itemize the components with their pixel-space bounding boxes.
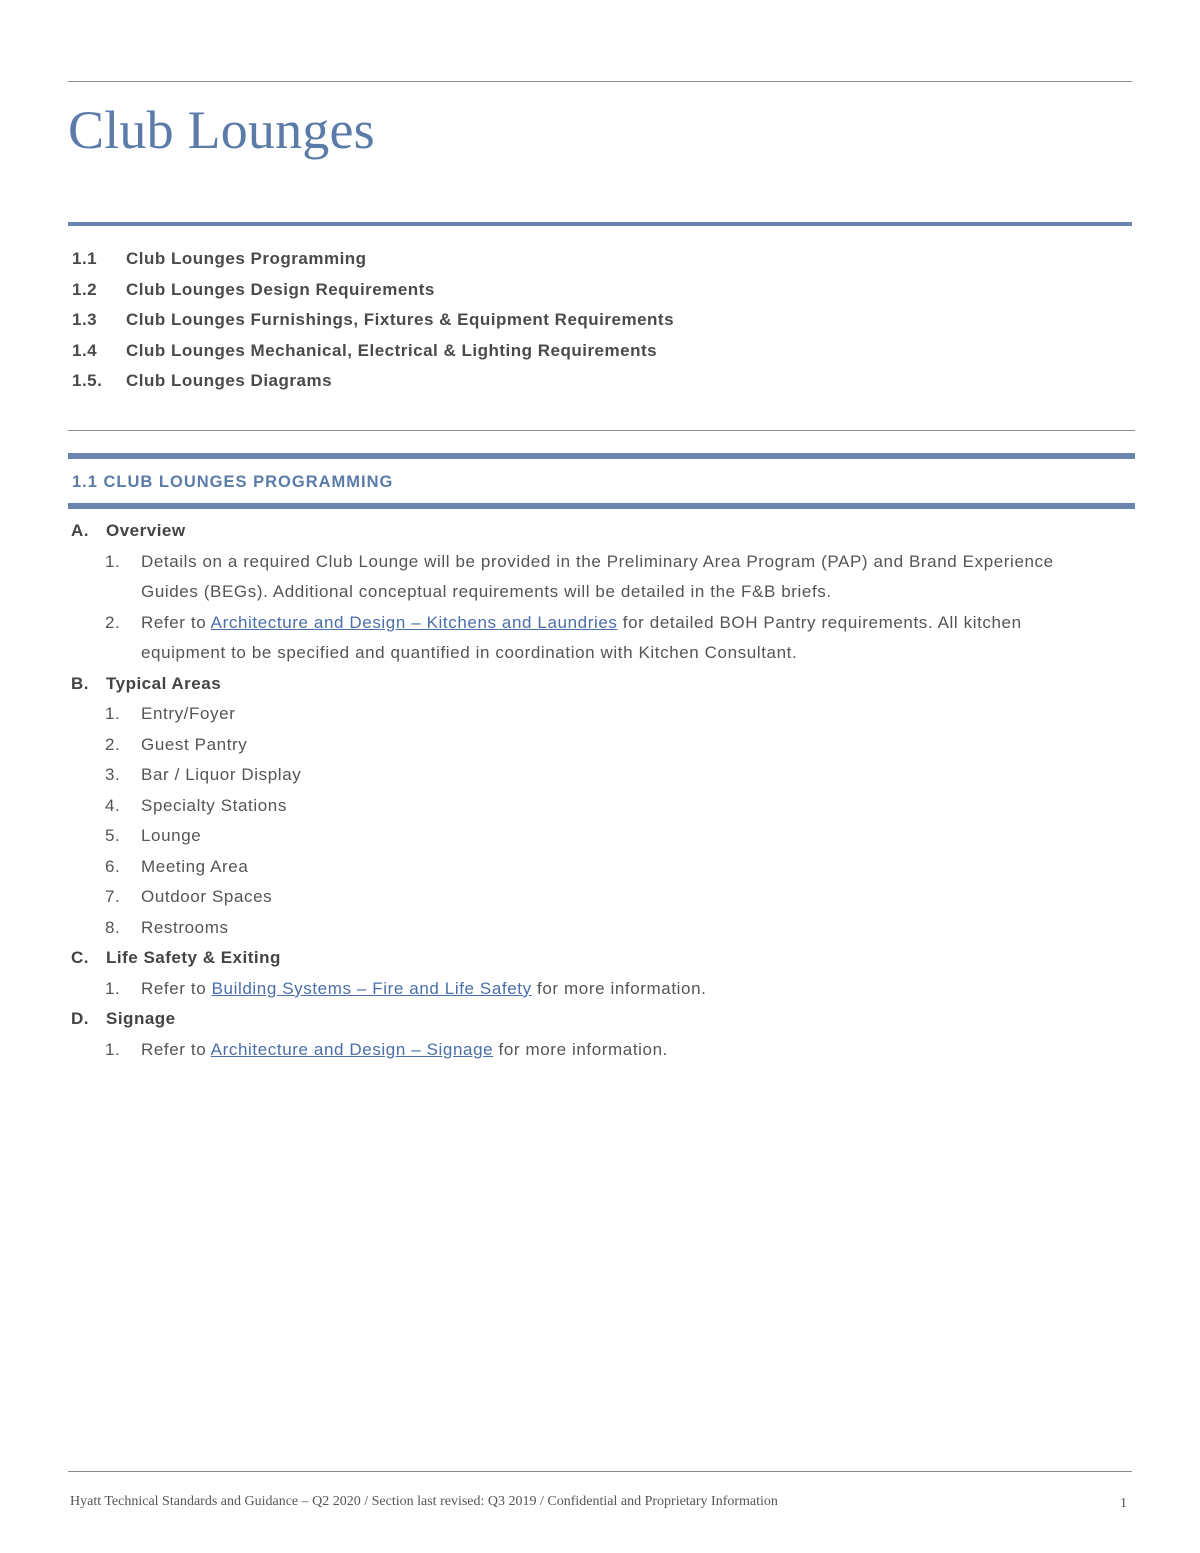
list-item-text: Guest Pantry bbox=[141, 734, 248, 754]
footer-rule bbox=[68, 1471, 1132, 1472]
subsection-heading-life-safety bbox=[70, 947, 1135, 978]
list-item-number: 6. bbox=[105, 856, 121, 876]
list-item bbox=[70, 825, 1135, 856]
list-item-text: Entry/Foyer bbox=[141, 704, 236, 723]
subsection-heading-typical-areas bbox=[70, 673, 1135, 704]
list-item-number: 1. bbox=[105, 704, 121, 723]
list-item-number: 7. bbox=[105, 887, 121, 906]
section-heading-bottom-rule bbox=[68, 503, 1135, 509]
list-item bbox=[70, 917, 1135, 948]
toc-item-design-requirements[interactable] bbox=[72, 279, 1072, 310]
list-item bbox=[70, 551, 1135, 582]
link-prefix-text: Refer to bbox=[141, 612, 211, 632]
toc-item-ffe-requirements[interactable] bbox=[72, 309, 1072, 340]
section-heading-top-rule bbox=[68, 453, 1135, 459]
list-item-number: 5. bbox=[105, 826, 121, 845]
subsection-title: Typical Areas bbox=[106, 673, 222, 693]
list-item-text bbox=[141, 1039, 668, 1061]
list-item-text: Details on a required Club Lounge will be provided in the Preliminary Area Program (PAP) and Brand Experience bbox=[141, 551, 1054, 571]
toc-number: 1.1 bbox=[72, 249, 98, 268]
list-item-text bbox=[141, 978, 706, 1000]
subsection-heading-signage bbox=[70, 1008, 1135, 1039]
subsection-title: Signage bbox=[106, 1009, 176, 1028]
toc-item-mel-requirements[interactable] bbox=[72, 340, 1072, 371]
list-item bbox=[70, 1039, 1135, 1070]
list-item-text: Outdoor Spaces bbox=[141, 887, 273, 906]
subsection-heading-overview bbox=[70, 520, 1135, 551]
section-content bbox=[70, 520, 1135, 1069]
subsection-letter: B. bbox=[71, 673, 89, 693]
toc-number: 1.4 bbox=[72, 340, 98, 360]
list-item-text: Restrooms bbox=[141, 917, 229, 937]
kitchens-and-laundries-link[interactable]: Architecture and Design – Kitchens and Laundries bbox=[210, 612, 618, 632]
link-suffix-text: for more information. bbox=[531, 978, 707, 998]
list-item-text bbox=[141, 612, 1022, 634]
list-item-number: 3. bbox=[105, 765, 121, 784]
list-item bbox=[70, 734, 1135, 765]
toc-item-programming[interactable] bbox=[72, 248, 1072, 279]
list-item bbox=[70, 612, 1135, 643]
subsection-letter: D. bbox=[71, 1009, 89, 1028]
subsection-title: Overview bbox=[106, 521, 186, 540]
list-item-number: 4. bbox=[105, 795, 121, 815]
list-item-text: equipment to be specified and quantified in coordination with Kitchen Consultant. bbox=[141, 643, 798, 662]
link-suffix-text: for more information. bbox=[493, 1039, 668, 1059]
table-of-contents bbox=[72, 248, 1072, 401]
link-suffix-text: for detailed BOH Pantry requirements. All kitchen bbox=[617, 612, 1022, 632]
subsection-letter: A. bbox=[71, 521, 89, 540]
toc-number: 1.2 bbox=[72, 279, 98, 299]
link-prefix-text: Refer to bbox=[141, 1039, 211, 1059]
subsection-letter: C. bbox=[71, 948, 89, 967]
toc-label: Club Lounges Programming bbox=[126, 249, 367, 268]
toc-label: Club Lounges Design Requirements bbox=[126, 279, 435, 299]
title-underline-rule bbox=[68, 222, 1132, 226]
list-item bbox=[70, 795, 1135, 826]
list-item-text: Guides (BEGs). Additional conceptual requirements will be detailed in the F&B briefs. bbox=[141, 582, 832, 601]
list-item-text: Specialty Stations bbox=[141, 795, 287, 815]
list-item-text: Meeting Area bbox=[141, 856, 249, 876]
fire-and-life-safety-link[interactable]: Building Systems – Fire and Life Safety bbox=[211, 978, 532, 998]
toc-label: Club Lounges Mechanical, Electrical & Lighting Requirements bbox=[126, 340, 658, 360]
list-item-continuation bbox=[70, 642, 1135, 673]
signage-link[interactable]: Architecture and Design – Signage bbox=[210, 1039, 494, 1059]
page-title: Club Lounges bbox=[68, 100, 375, 160]
list-item-continuation bbox=[70, 581, 1135, 612]
header-rule bbox=[68, 81, 1132, 82]
section-heading: 1.1 CLUB LOUNGES PROGRAMMING bbox=[72, 473, 394, 491]
toc-divider-rule bbox=[68, 430, 1135, 431]
link-prefix-text: Refer to bbox=[141, 978, 212, 998]
toc-item-diagrams[interactable] bbox=[72, 370, 1072, 401]
list-item-text: Bar / Liquor Display bbox=[141, 765, 302, 784]
footer-text: Hyatt Technical Standards and Guidance – Q2 2020 / Section last revised: Q3 2019 / Confidential and Proprietary Information bbox=[70, 1494, 778, 1509]
list-item bbox=[70, 886, 1135, 917]
list-item-number: 1. bbox=[105, 551, 121, 571]
list-item bbox=[70, 978, 1135, 1009]
list-item-number: 1. bbox=[105, 1039, 121, 1059]
toc-number: 1.5. bbox=[72, 371, 103, 390]
list-item-number: 2. bbox=[105, 612, 121, 632]
list-item-number: 2. bbox=[105, 734, 121, 754]
page-number: 1 bbox=[1120, 1496, 1127, 1511]
list-item-number: 1. bbox=[105, 978, 121, 998]
list-item bbox=[70, 703, 1135, 734]
toc-number: 1.3 bbox=[72, 310, 98, 329]
list-item-number: 8. bbox=[105, 917, 121, 937]
list-item-text: Lounge bbox=[141, 826, 202, 845]
subsection-title: Life Safety & Exiting bbox=[106, 948, 281, 967]
list-item bbox=[70, 856, 1135, 887]
toc-label: Club Lounges Furnishings, Fixtures & Equipment Requirements bbox=[126, 310, 675, 329]
list-item bbox=[70, 764, 1135, 795]
toc-label: Club Lounges Diagrams bbox=[126, 371, 333, 390]
